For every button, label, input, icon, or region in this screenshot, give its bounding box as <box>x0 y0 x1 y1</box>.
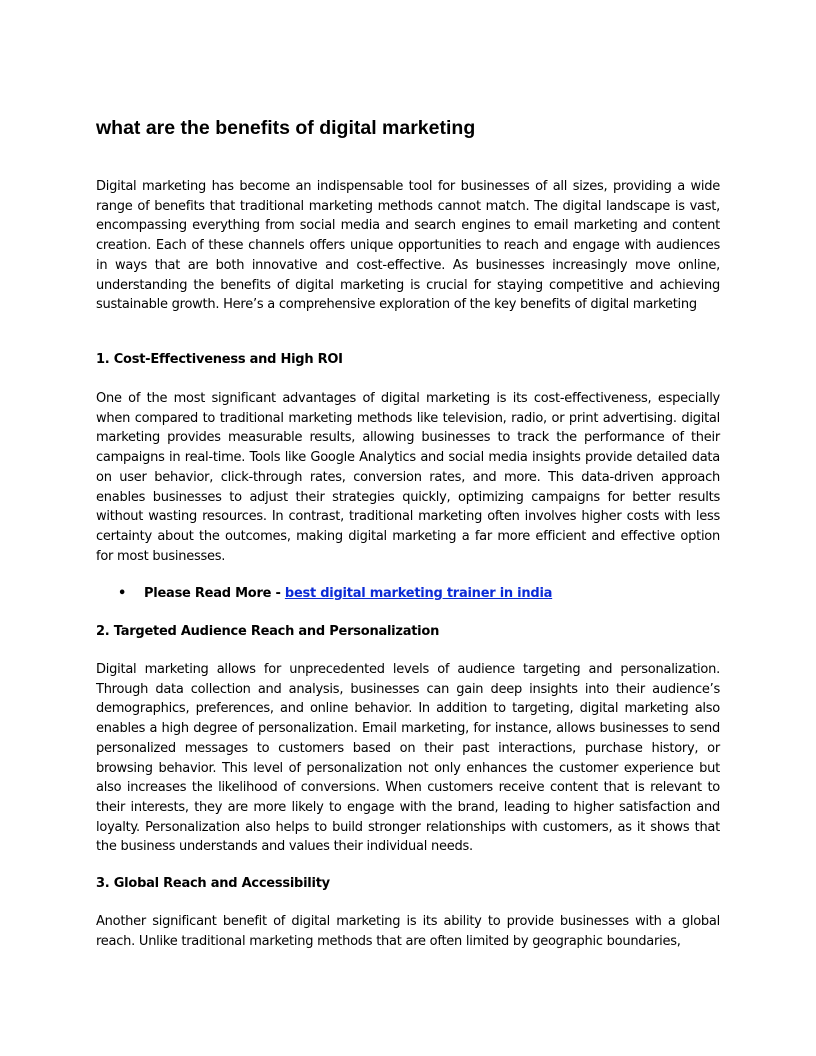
bullet-icon: • <box>118 586 127 601</box>
page-title: what are the benefits of digital marketing <box>96 117 476 139</box>
section-body-global-reach: Another significant benefit of digital marketing is its ability to provide businesses with a global reach. Unlike traditional marketing methods that are often limited by geographic boundaries, <box>96 914 720 949</box>
read-more-link[interactable]: best digital marketing trainer in india <box>284 586 553 601</box>
read-more-label: Please Read More - <box>144 586 285 601</box>
section-heading-global-reach: 3. Global Reach and Accessibility <box>96 876 330 891</box>
section-body-targeted-audience: Digital marketing allows for unprecedented levels of audience targeting and personalization. Through data collection and analysis, businesses can gain deep insights into their audience’s demographics, preferences, and online behavior. In addition to targeting, digital marketing also enables a high degree of personalization. Email marketing, for instance, allows businesses to send personalized messages to customers based on their past interactions, purchase history, or browsing behavior. This level of personalization not only enhances the customer experience but also increases the likelihood of conversions. When customers receive content that is relevant to their interests, they are more likely to engage with the brand, leading to higher satisfaction and loyalty. Personalization also helps to build stronger relationships with customers, as it shows that the business understands and values their individual needs. <box>96 662 720 855</box>
section-body-cost-effectiveness: One of the most significant advantages of digital marketing is its cost-effectiveness, especially when compared to traditional marketing methods like television, radio, or print advertising. digital marketing provides measurable results, allowing businesses to track the performance of their campaigns in real-time. Tools like Google Analytics and social media insights provide detailed data on user behavior, click-through rates, conversion rates, and more. This data-driven approach enables businesses to adjust their strategies quickly, optimizing campaigns for better results without wasting resources. In contrast, traditional marketing often involves higher costs with less certainty about the outcomes, making digital marketing a far more efficient and effective option for most businesses. <box>96 391 720 564</box>
read-more-item <box>118 584 552 604</box>
section-heading-targeted-audience: 2. Targeted Audience Reach and Personalization <box>96 624 440 639</box>
intro-paragraph: Digital marketing has become an indispensable tool for businesses of all sizes, providing a wide range of benefits that traditional marketing methods cannot match. The digital landscape is vast, encompassing everything from social media and search engines to email marketing and content creation. Each of these channels offers unique opportunities to reach and engage with audiences in ways that are both innovative and cost-effective. As businesses increasingly move online, understanding the benefits of digital marketing is crucial for staying competitive and achieving sustainable growth. Here’s a comprehensive exploration of the key benefits of digital marketing <box>96 179 720 313</box>
section-heading-cost-effectiveness: 1. Cost-Effectiveness and High ROI <box>96 352 343 367</box>
